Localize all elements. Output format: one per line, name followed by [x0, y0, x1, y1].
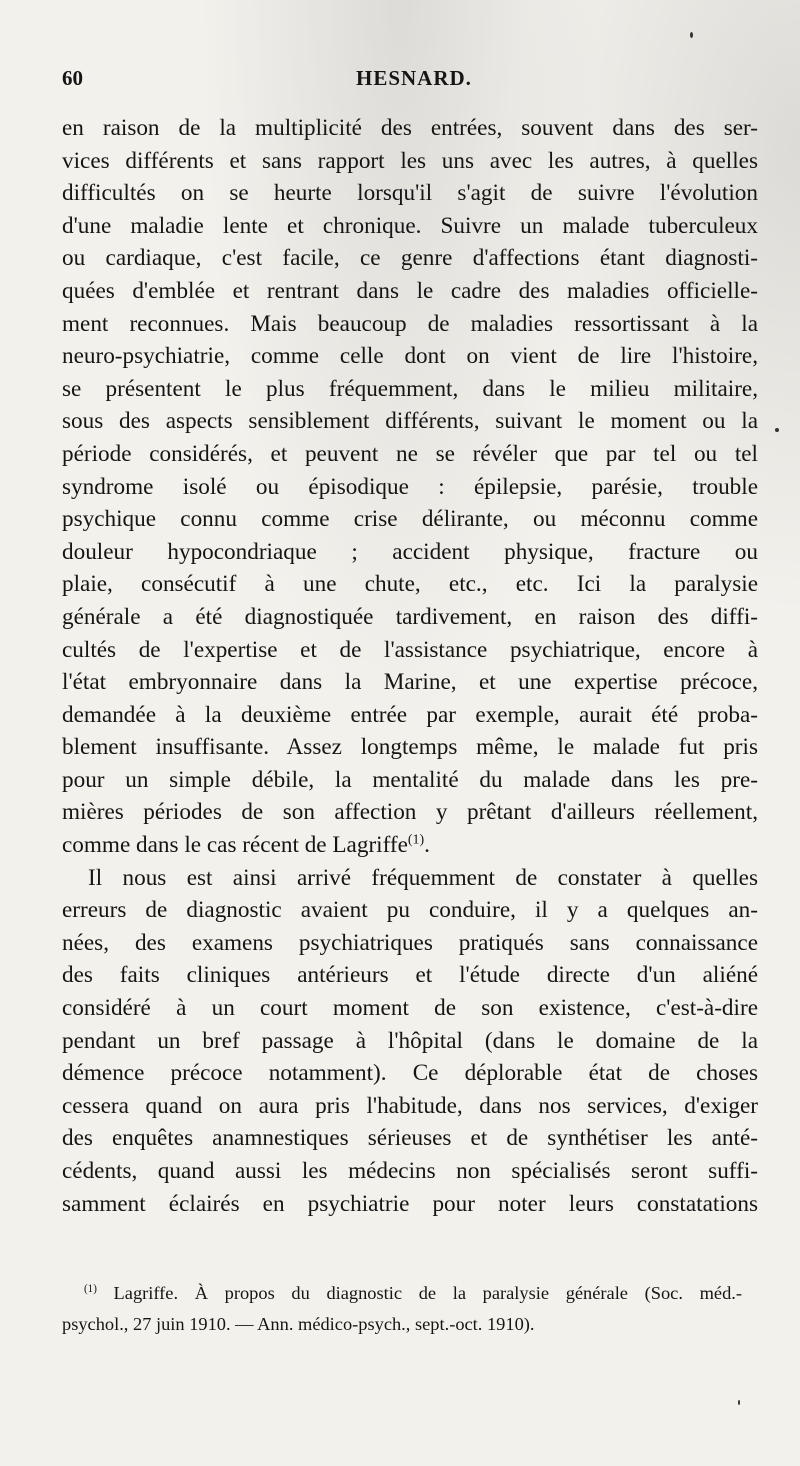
text-line: quées d'emblée et rentrant dans le cadre des maladies officielle- — [62, 277, 758, 304]
text-line: nées, des examens psychiatriques pratiqués sans connaissance — [62, 929, 758, 956]
text-line: mières périodes de son affection y prêtant d'ailleurs réellement, — [62, 799, 758, 826]
text-line: comme dans le cas récent de Lagriffe — [62, 832, 408, 859]
text-line: pour un simple débile, la mentalité du malade dans les pre- — [62, 766, 758, 793]
text-line: Il nous est ainsi arrivé fréquemment de constater à quelles — [88, 864, 758, 891]
footnote-text: Lagriffe. À propos du diagnostic de la paralysie générale (Soc. méd.- — [113, 1283, 742, 1303]
text-line: plaie, consécutif à une chute, etc., etc. Ici la paralysie — [62, 571, 758, 598]
text-line: sous des aspects sensiblement différents, suivant le moment ou la — [62, 408, 758, 435]
footnote-line: psychol., 27 juin 1910. — Ann. médico-psych., sept.-oct. 1910). — [62, 1314, 535, 1334]
text-line: se présentent le plus fréquemment, dans le milieu militaire, — [62, 375, 758, 402]
text-line: vices différents et sans rapport les uns avec les autres, à quelles — [62, 147, 758, 174]
text-line: blement insuffisante. Assez longtemps même, le malade fut pris — [62, 734, 758, 761]
text-line: pendant un bref passage à l'hôpital (dans le domaine de la — [62, 1027, 758, 1054]
text-line: démence précoce notamment). Ce déplorable état de choses — [62, 1060, 758, 1087]
text-line: cédents, quand aussi les médecins non spécialisés seront suffi- — [62, 1158, 758, 1184]
text-line: considéré à un court moment de son existence, c'est-à-dire — [62, 995, 758, 1022]
sentence-end: . — [424, 832, 430, 859]
text-line: demandée à la deuxième entrée par exemple, aurait été proba- — [62, 701, 758, 728]
text-line: ment reconnues. Mais beaucoup de maladies ressortissant à la — [62, 310, 758, 337]
footnote-line — [62, 1278, 742, 1309]
paper-speck — [738, 1400, 740, 1405]
text-line: cultés de l'expertise et de l'assistance psychiatrique, encore à — [62, 636, 758, 663]
text-line: erreurs de diagnostic avaient pu conduire, il y a quelques an- — [62, 897, 758, 924]
text-line: cessera quand on aura pris l'habitude, dans nos services, d'exiger — [62, 1092, 758, 1119]
text-line: en raison de la multiplicité des entrées, souvent dans des ser- — [62, 115, 758, 141]
paper-speck — [690, 32, 693, 38]
running-title: HESNARD. — [356, 66, 472, 90]
text-line: des enquêtes anamnestiques sérieuses et de synthétiser les anté- — [62, 1125, 758, 1152]
text-line: psychique connu comme crise délirante, ou méconnu comme — [62, 506, 758, 533]
paper-speck — [775, 428, 779, 432]
footnote-reference[interactable]: (1) — [407, 832, 425, 848]
body-text — [62, 112, 758, 1220]
text-line: d'une maladie lente et chronique. Suivre un malade tuberculeux — [62, 212, 758, 239]
page-number: 60 — [62, 66, 83, 90]
text-line: période considérés, et peuvent ne se révéler que par tel ou tel — [62, 440, 758, 467]
text-line: difficultés on se heurte lorsqu'il s'agit de suivre l'évolution — [62, 180, 758, 207]
text-line: neuro-psychiatrie, comme celle dont on vient de lire l'histoire, — [62, 343, 758, 370]
text-line: des faits cliniques antérieurs et l'étude directe d'un aliéné — [62, 962, 758, 989]
footnote — [62, 1278, 742, 1340]
text-line: douleur hypocondriaque ; accident physique, fracture ou — [62, 538, 758, 565]
text-line: ou cardiaque, c'est facile, ce genre d'affections étant diagnosti- — [62, 245, 758, 272]
text-line: samment éclairés en psychiatrie pour noter leurs constatations — [62, 1190, 758, 1217]
paragraph-end-line — [62, 829, 758, 862]
text-line: l'état embryonnaire dans la Marine, et une expertise précoce, — [62, 669, 758, 696]
text-line: générale a été diagnostiquée tardivement, en raison des diffi- — [62, 603, 758, 630]
footnote-marker: (1) — [84, 1282, 97, 1295]
text-line: syndrome isolé ou épisodique : épilepsie, parésie, trouble — [62, 473, 758, 500]
running-head — [62, 66, 722, 102]
